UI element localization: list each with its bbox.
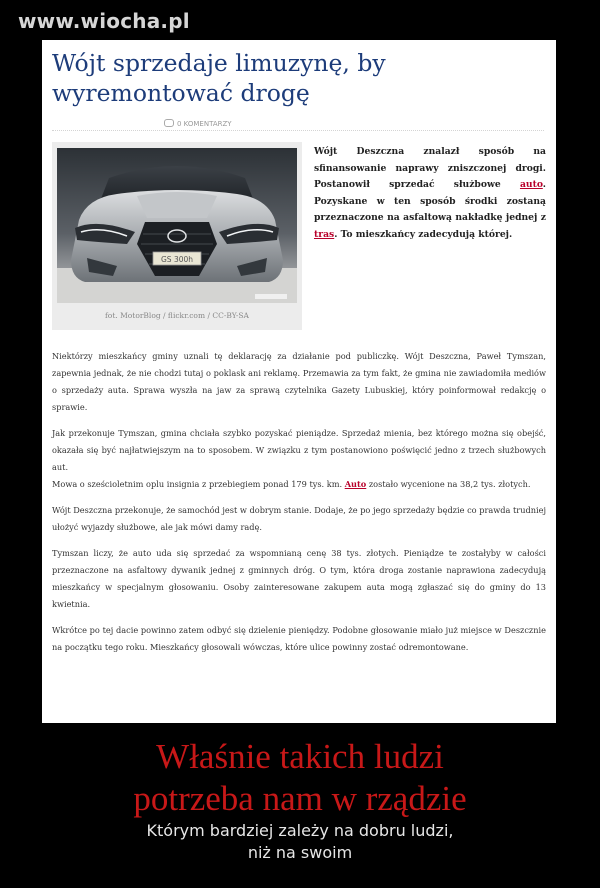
- headline-line-1: Właśnie takich ludzi: [156, 737, 444, 776]
- lead-text-2: . Pozyskane w ten sposób środki zostaną przeznaczone na asfaltową nakładkę jednej z: [314, 179, 546, 223]
- paragraph-1: Niektórzy mieszkańcy gminy uznali tę deklarację za działanie pod publiczkę. Wójt Deszczna, Paweł Tymszan, zapewnia jednak, że nie chodzi tutaj o poklask ani reklamę. Przemawia za tym fakt, że gmina nie zawiadomiła mediów o sprzedaży auta. Sprawa wyszła na jaw za sprawą czytelnika Gazety Lubuskiej, który poinformował redakcję o sprawie.: [52, 351, 546, 412]
- article-title: Wójt sprzedaje limuzynę, by wyremontować drogę: [52, 49, 386, 107]
- paragraph-2: Jak przekonuje Tymszan, gmina chciała szybko pozyskać pieniądze. Sprzedaż mienia, bez którego można się obejść, okazała się być najłatwiejszym na to sposobem. W związku z tym postanowiono poświęcić jedno z trzech służbowych aut.: [52, 428, 546, 472]
- demotivator-subtitle: [0, 820, 600, 864]
- comment-bubble-icon: [164, 119, 174, 127]
- article-screenshot: [42, 40, 556, 723]
- paragraph-3-text-b: zostało wycenione na 38,2 tys. złotych.: [366, 479, 531, 489]
- lead-text-3: . To mieszkańcy zadecydują której.: [334, 228, 513, 240]
- comments-link[interactable]: [164, 119, 232, 128]
- link-tras[interactable]: tras: [314, 228, 335, 240]
- comments-count: 0 KOMENTARZY: [177, 120, 232, 128]
- paragraph-6: Wkrótce po tej dacie powinno zatem odbyć się dzielenie pieniędzy. Podobne głosowanie miało już miejsce w Deszcznie na początku tego roku. Mieszkańcy głosowali wówczas, które ulice powinny zostać odremontowane.: [52, 625, 546, 652]
- car-photo: [57, 148, 297, 303]
- paragraph-5: Tymszan liczy, że auto uda się sprzedać za wspomnianą cenę 38 tys. złotych. Pieniądze te zostałyby w całości przeznaczone na asfaltowy dywanik jednej z gminnych dróg. O tym, która droga zostanie naprawiona zadecydują mieszkańcy w specjalnym głosowaniu. Osoby zainteresowane zakupem auta mogą zgłaszać się do gminy do 13 kwietnia.: [52, 548, 546, 609]
- lead-text-1: Wójt Deszczna znalazł sposób na sfinansowanie naprawy zniszczonej drogi. Postanowił sprzedać służbowe: [314, 146, 546, 190]
- paragraph-3-text-a: Mowa o sześcioletnim oplu insignia z przebiegiem ponad 179 tys. km.: [52, 479, 345, 489]
- photo-caption: fot. MotorBlog / flickr.com / CC-BY-SA: [105, 311, 249, 320]
- link-auto[interactable]: auto: [519, 179, 543, 190]
- car-image: [57, 148, 297, 303]
- link-auto-body[interactable]: Auto: [344, 479, 367, 489]
- article-meta: [52, 116, 544, 131]
- article-photo-box: [52, 142, 302, 330]
- site-watermark: www.wiocha.pl: [18, 9, 190, 33]
- subtitle-line-2: niż na swoim: [247, 843, 353, 862]
- headline-line-2: potrzeba nam w rządzie: [133, 779, 467, 818]
- demotivator-headline: [0, 736, 600, 820]
- plate-text: GS 300h: [160, 255, 194, 264]
- article-lead: [314, 144, 546, 243]
- paragraph-4: Wójt Deszczna przekonuje, że samochód jest w dobrym stanie. Dodaje, że po jego sprzedaży będzie co prawda trudniej ułożyć wyjazdy służbowe, ale jak mówi damy radę.: [52, 505, 546, 532]
- subtitle-line-1: Którym bardziej zależy na dobru ludzi,: [146, 821, 454, 840]
- paragraph-3: [52, 476, 546, 493]
- article-body: [52, 348, 546, 665]
